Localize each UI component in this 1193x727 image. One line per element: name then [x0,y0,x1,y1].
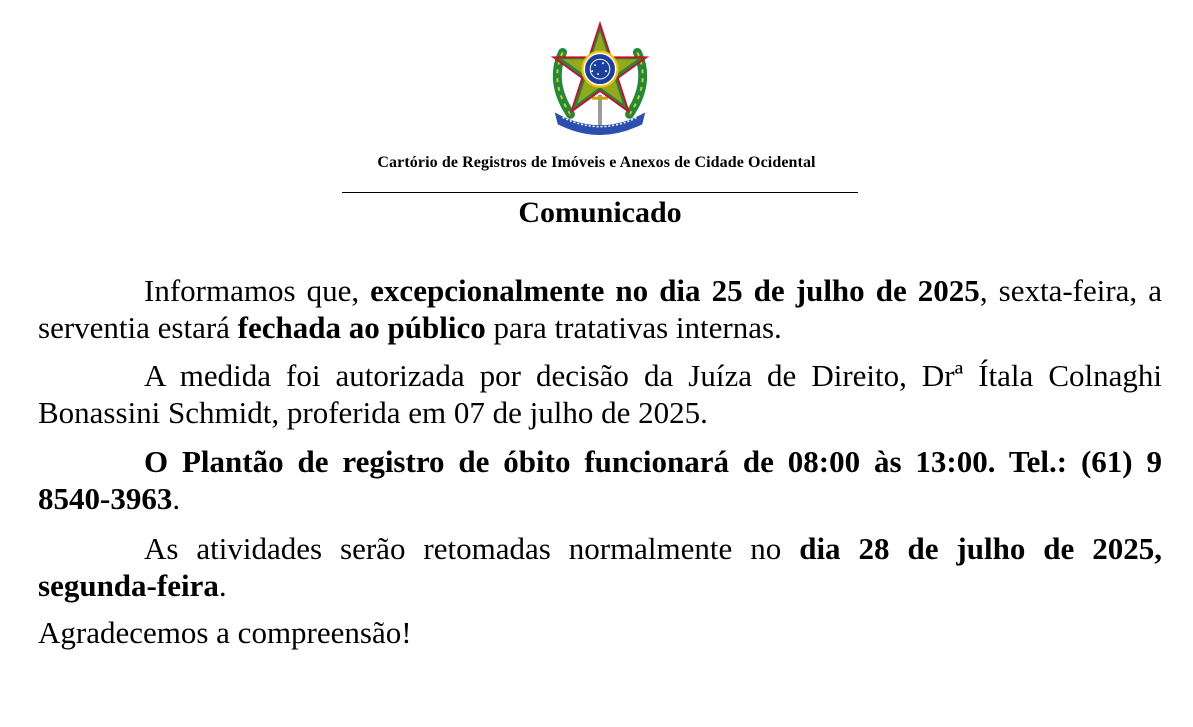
paragraph-resumption [38,530,1162,604]
closure-reason-text: para tratativas internas. [485,310,782,345]
paragraph-closure-notice [38,272,1162,346]
closed-to-public: fechada ao público [237,310,486,345]
brazil-coat-of-arms-icon [541,18,659,136]
institution-name: Cartório de Registros de Imóveis e Anexos de Cidade Ocidental [377,154,816,171]
authorization-text: A medida foi autorizada por decisão da Juíza de Direito, Drª Ítala Colnaghi Bonassini Schmidt, proferida em 07 de julho de 2025. [38,358,1162,430]
document-title: Comunicado [518,196,682,229]
thanks-text: Agradecemos a compreensão! [38,615,412,650]
paragraph-on-duty [38,443,1162,517]
resumption-text: As atividades serão retomadas normalmente no [144,531,800,566]
paragraph-thanks [38,614,1162,651]
paragraph-authorization [38,357,1162,431]
resumption-date: dia 28 de julho de 2025, segunda-feira [38,531,1162,603]
document-body [38,272,1162,651]
resumption-period: . [218,568,227,603]
on-duty-period: . [172,481,181,516]
header-divider [342,192,858,193]
closure-weekday-text: , sexta-feira, a serventia estará [38,273,1163,345]
closure-date: excepcionalmente no dia 25 de julho de 2025 [370,273,980,308]
on-duty-hours-phone: O Plantão de registro de óbito funcionará de 08:00 às 13:00. Tel.: (61) 9 8540-3963 [38,444,1162,516]
closure-intro-text: Informamos que, [144,273,371,308]
